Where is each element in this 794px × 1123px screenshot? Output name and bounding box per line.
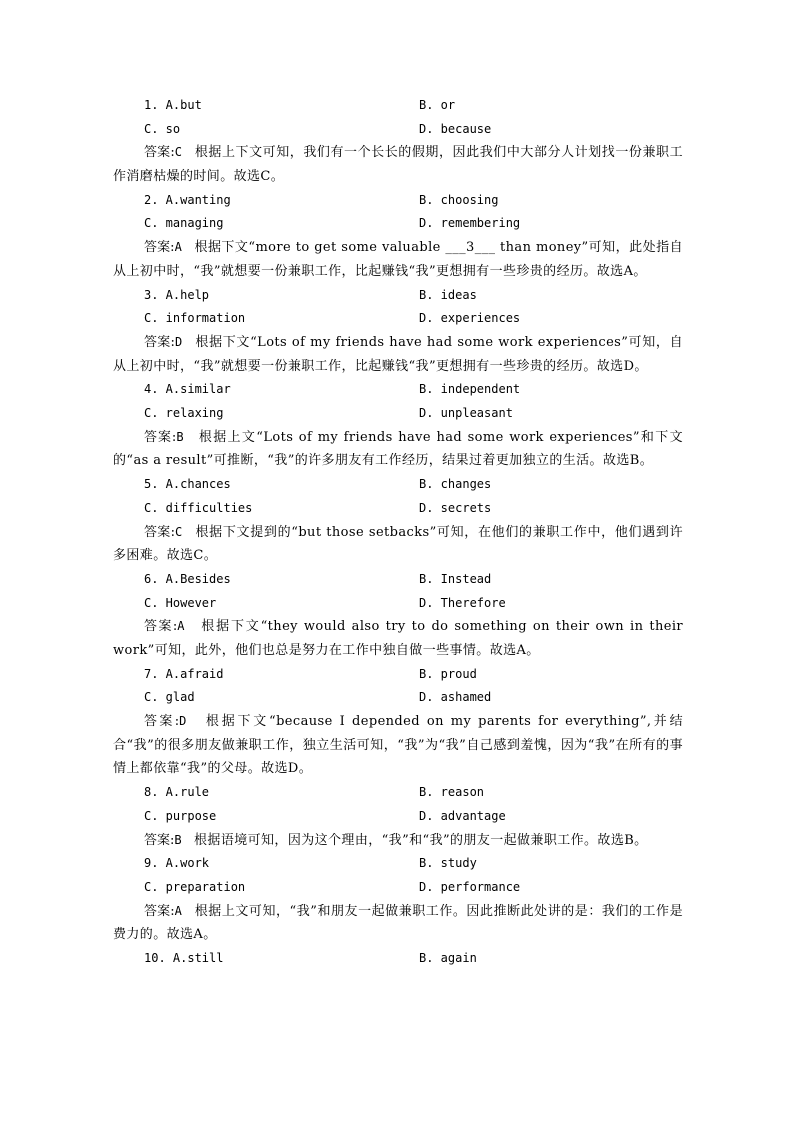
option-d: D. performance [419,879,521,894]
answer-label: 答案: [144,524,175,540]
option-b: B. changes [419,477,492,492]
answer-letter: B [176,429,184,444]
option-d: D. ashamed [419,690,492,705]
question-block [113,663,683,781]
option-b: B. Instead [419,571,492,586]
option-row [113,876,683,900]
option-c: C. purpose [144,808,217,823]
question-block [113,284,683,379]
option-row [113,947,683,971]
answer-paragraph [113,426,683,473]
option-row [113,497,683,521]
answer-label: 答案: [144,240,175,256]
option-c: C. relaxing [144,406,224,421]
answer-label: 答案: [144,832,175,848]
question-block [113,781,683,852]
option-row [113,402,683,426]
option-a: 10. A.still [144,951,224,966]
question-block [113,947,683,971]
answer-explanation: 根据下文“Lots of my friends have had some work experiences”可知，自从上初中时，“我”就想要一份兼职工作，比起赚钱“我”更想拥有一些珍贵的经历。故选D。 [113,334,683,374]
answer-letter: C [174,524,183,539]
option-row [113,118,683,142]
option-a: 4. A.similar [144,382,231,397]
option-c: C. managing [144,216,224,231]
answer-label: 答案: [144,429,177,445]
option-b: B. again [419,951,477,966]
option-b: B. independent [419,382,521,397]
option-d: D. advantage [419,808,506,823]
question-block [113,94,683,189]
option-c: C. glad [144,690,195,705]
option-d: D. secrets [419,500,492,515]
option-row [113,189,683,213]
answer-letter: A [174,240,182,255]
option-b: B. proud [419,666,477,681]
option-c: C. However [144,595,217,610]
option-row [113,568,683,592]
answer-explanation: 根据下文“more to get some valuable ___3___ than money”可知，此处指自从上初中时，“我”就想要一份兼职工作，比起赚钱“我”更想拥有一些珍贵的经历。故选A。 [113,240,683,279]
option-c: C. information [144,311,246,326]
question-block [113,378,683,473]
option-b: B. ideas [419,287,477,302]
answer-paragraph [113,900,683,947]
option-a: 6. A.Besides [144,571,231,586]
answer-letter: D [174,334,183,349]
option-row [113,378,683,402]
answer-explanation: 根据上文可知，“我”和朋友一起做兼职工作。因此推断此处讲的是：我们的工作是费力的。故选A。 [113,903,683,943]
option-row [113,212,683,236]
option-row [113,307,683,331]
option-b: B. reason [419,785,485,800]
option-a: 1. A.but [144,98,202,112]
answer-label: 答案: [144,903,175,919]
answer-label: 答案: [144,145,175,161]
option-row [113,805,683,829]
option-row [113,781,683,805]
answer-letter: C [174,145,182,160]
answer-paragraph [113,521,683,568]
answer-explanation: 根据下文提到的“but those setbacks”可知，在他们的兼职工作中，他们遇到许多困难。故选C。 [113,524,683,564]
answer-letter: A [177,619,185,634]
answer-explanation: 根据上文“Lots of my friends have had some work experiences”和下文的“as a result”可推断，“我”的许多朋友有工作经历，结果过着更加独立的生活。故选B。 [113,429,683,469]
answer-label: 答案: [144,619,178,635]
option-d: D. experiences [419,311,521,326]
answer-paragraph [113,615,683,662]
option-row [113,686,683,710]
answer-letter: B [174,832,182,847]
answer-paragraph [113,236,683,283]
option-row [113,473,683,497]
option-a: 5. A.chances [144,477,231,492]
option-b: B. study [419,856,477,871]
option-row [113,94,683,118]
option-b: B. or [419,98,456,112]
option-a: 7. A.afraid [144,666,224,681]
question-block [113,568,683,663]
answer-label: 答案: [144,714,180,730]
answer-paragraph [113,829,683,853]
option-a: 2. A.wanting [144,192,231,207]
option-row [113,852,683,876]
question-block [113,189,683,284]
option-row [113,592,683,616]
option-row [113,663,683,687]
option-d: D. because [419,121,492,136]
option-row [113,284,683,308]
option-a: 9. A.work [144,856,210,871]
option-c: C. so [144,121,181,136]
option-d: D. Therefore [419,595,506,610]
question-block [113,852,683,947]
answer-paragraph [113,141,683,188]
option-a: 3. A.help [144,287,210,302]
option-b: B. choosing [419,192,499,207]
answer-explanation: 根据上下文可知，我们有一个长长的假期，因此我们中大部分人计划找一份兼职工作消磨枯燥的时间。故选C。 [113,145,683,185]
option-c: C. preparation [144,879,246,894]
option-d: D. unpleasant [419,406,513,421]
answer-explanation: 根据语境可知，因为这个理由，“我”和“我”的朋友一起做兼职工作。故选B。 [194,832,648,848]
answer-explanation: 根据下文“because I depended on my parents for everything”,并结合“我”的很多朋友做兼职工作，独立生活可知，“我”为“我”自己感到羞愧，因为“我”在所有的事情上都依靠“我”的父母。故选D。 [113,714,683,777]
answer-letter: A [174,903,182,918]
answer-paragraph [113,710,683,781]
option-c: C. difficulties [144,500,253,515]
answer-paragraph [113,331,683,378]
option-d: D. remembering [419,216,521,231]
answer-label: 答案: [144,334,175,350]
document-content [113,94,683,971]
option-a: 8. A.rule [144,785,210,800]
answer-letter: D [179,714,187,729]
question-block [113,473,683,568]
answer-explanation: 根据下文“they would also try to do something on their own in their work”可知，此外，他们也总是努力在工作中独自做一些事情。故选A。 [113,619,683,658]
